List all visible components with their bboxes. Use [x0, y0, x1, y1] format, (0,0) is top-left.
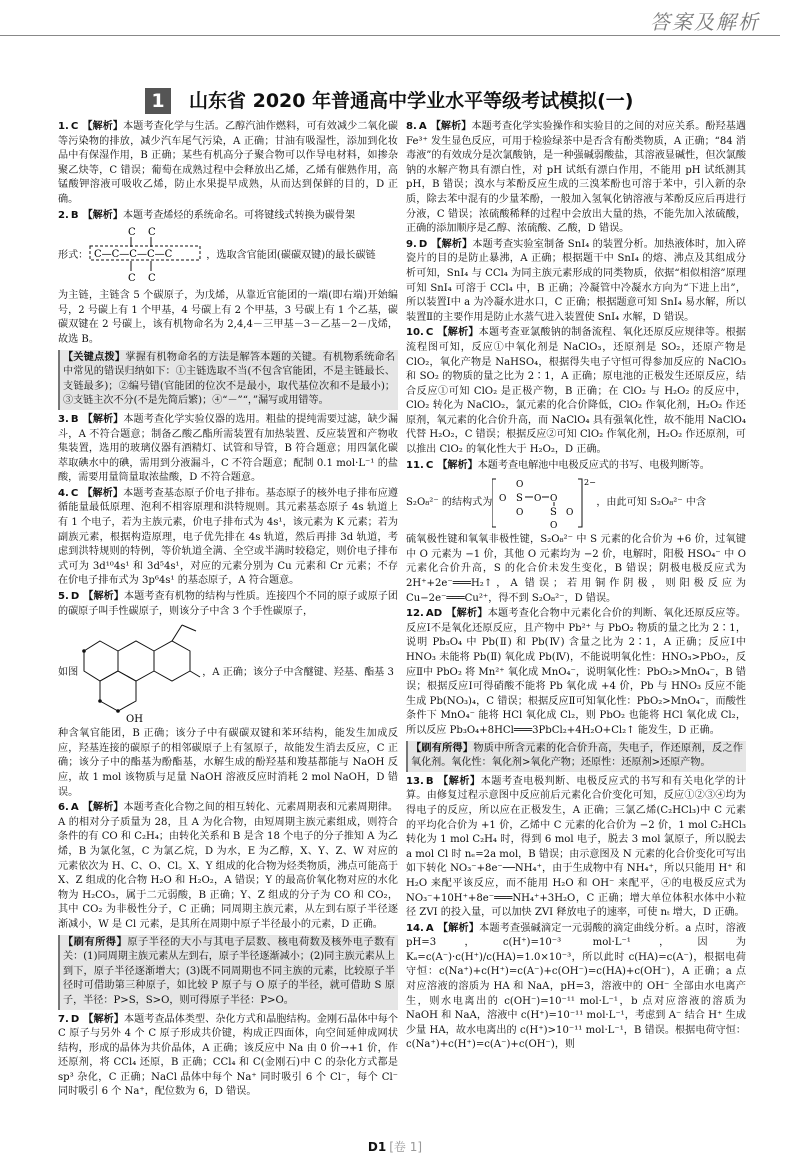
- analysis-tag: 【解析】: [82, 209, 123, 221]
- figure-caption-pre: 形式：: [58, 249, 89, 261]
- oxygen-atom: O: [566, 508, 574, 519]
- answer-key: D: [70, 1013, 80, 1025]
- bracket-right: [578, 479, 582, 527]
- carbonyl-bond: [190, 671, 200, 677]
- analysis-tag: 【解析】: [82, 413, 124, 425]
- analysis-tag: 【解析】: [83, 591, 124, 603]
- bracket-left: [492, 479, 496, 527]
- question-number: 10.: [406, 327, 424, 339]
- molecule-figure-row: [58, 621, 398, 725]
- oxygen-atom: O: [516, 480, 524, 491]
- analysis-tag: 【解析】: [82, 487, 124, 499]
- sulfur-atom: S: [516, 493, 524, 505]
- peroxodisulfate-structure-diagram: [492, 475, 596, 531]
- tip-box: [58, 935, 398, 1010]
- answer-entry-2-cont: [58, 289, 398, 347]
- answer-entry-6: [58, 801, 398, 932]
- answer-key: A: [425, 922, 434, 934]
- question-number: 6.: [58, 802, 69, 814]
- answer-entry-5-cont: [58, 727, 398, 800]
- question-number: 1.: [58, 121, 69, 132]
- answer-entry-10: [406, 326, 746, 457]
- analysis-text: 本题考查化学实验仪器的选用。粗盐的提纯需要过滤，缺少漏斗，A 不符合题意；制备乙酸乙酯所需装置有加热装置、反应装置和产物收集装置，选用的玻璃仪器有酒精灯、试管和导管，B 符合题意；用四氯化碳萃取碘水中的碘，需用到分液漏斗，C 不符合题意；配制 0.1 mol·L⁻¹ 的盐酸，需要用量筒量取浓盐酸，D 不符合题意。: [58, 413, 399, 484]
- answer-key: B: [425, 775, 434, 787]
- answer-entry-11: [406, 459, 746, 474]
- section-title-text: 山东省 2020 年普通高中学业水平等级考试模拟(一): [189, 90, 634, 112]
- analysis-text: 本题考查化合物中元素化合价的判断、氧化还原反应等。反应Ⅰ不是氧化还原反应，且产物中 Pb²⁺ 与 PbO₂ 物质的量之比为 2∶1，说明 Pb₃O₄ 中 Pb(Ⅱ) 和 Pb(Ⅳ) 含量之比为 2∶1，A 正确；反应Ⅰ中 HNO₃ 未能将 Pb(Ⅱ) 氧化成 Pb(Ⅳ)，不能说明氧化性：HNO₃>PbO₂，反应Ⅱ中 PbO₂ 将 Mn²⁺ 氧化成 MnO₄⁻，说明氧化性：PbO₂>MnO₄⁻，B 错误；根据反应Ⅰ可得硝酸不能将 Pb 氧化成 +4 价，Pb 与 HNO₃ 反应不能生成 Pb(NO₃)₄，C 错误；根据反应Ⅱ可知氧化性：PbO₂>MnO₄⁻，而酸性条件下 MnO₄⁻ 能将 HCl 氧化成 Cl₂，则 PbO₂ 也能将 HCl 氧化成 Cl₂，所以反应 Pb₃O₄+8HCl═══3PbCl₂+4H₂O+Cl₂↑ 能发生，D 正确。: [406, 608, 747, 736]
- hydroxyl-label: OH: [126, 714, 144, 726]
- answer-key: C: [425, 327, 434, 339]
- page-header: [0, 0, 790, 35]
- carbon-skeleton-figure-row: [58, 225, 398, 287]
- analysis-tag: 【解析】: [437, 327, 479, 339]
- answer-key: B: [70, 209, 79, 221]
- question-number: 5.: [58, 591, 69, 603]
- carbon-skeleton-diagram: [88, 225, 206, 287]
- question-number: 11.: [406, 459, 424, 471]
- left-column: [58, 120, 398, 1101]
- analysis-text: 本题考查化合物之间的相互转化、元素周期表和元素周期律。A 的相对分子质量为 28，且 A 为化合物，由短周期主族元素组成，则符合条件的有 CO 和 C₂H₄；由转化关系和 B 是含 18 个电子的分子推知 A 为乙烯，B 为氯化氢，C 为氯乙烷，D 为水，E 为乙醇，X、Y、Z、W 对应的元素依次为 H、C、O、Cl。X、Y 组成的化合物为烃类物质，沸点可能高于 X、Z 组成的化合物 H₂O 和 H₂O₂，A 错误；Y 的最高价氧化物对应的水化物为 H₂CO₃，属于二元弱酸，B 正确；Y、Z 组成的分子为 CO 和 CO₂，其中 CO₂ 为非极性分子，C 正确；同周期主族元素，从左到右原子半径逐渐减小，W 是 Cl 元素，是其所在周期中原子半径最小的元素，D 正确。: [58, 802, 398, 930]
- box-tag: 【关键点拨】: [63, 351, 126, 363]
- analysis-text: 本题考查有机物的结构与性质。连接四个不同的原子或原子团的碳原子叫手性碳原子，则该分子中含 3 个手性碳原子，: [58, 591, 399, 617]
- charge-label: 2−: [584, 478, 597, 488]
- right-column: [406, 120, 746, 1054]
- answer-key: A: [418, 121, 427, 132]
- analysis-text: 本题考查化学与生活。乙醇汽油作燃料，可有效减少二氧化碳等污染物的排放，减少汽车尾气污染，A 正确；甘油有吸湿性，添加到化妆品中有保湿作用，B 正确；某些有机高分子聚合物可以作导电材料，如掺杂聚乙炔等，C 错误；葡萄在成熟过程中会释放出乙烯，乙烯有催熟作用，高锰酸钾溶液可吸收乙烯，防止水果提早成熟，从而达到保鲜的目的，D 正确。: [58, 121, 399, 205]
- oxygen-atom: O: [516, 508, 524, 519]
- answer-key: C: [70, 487, 79, 499]
- analysis-tag: 【解析】: [437, 459, 478, 471]
- answer-entry-1: [58, 120, 398, 208]
- analysis-text: 本题考查亚氯酸钠的制备流程、氧化还原反应规律等。根据流程图可知，反应①中氧化剂是 NaClO₃，还原剂是 SO₂，还原产物是 ClO₂，氧化产物是 NaHSO₄，根据得失电子守恒可得参加反应的 NaClO₃ 和 SO₂ 的物质的量之比为 2∶1，A 正确；原电池的正极发生还原反应，结合反应①可知 ClO₂ 是正极产物，B 正确；在 ClO₂ 与 H₂O₂ 的反应中，ClO₂ 转化为 NaClO₂，氯元素的化合价降低，ClO₂ 作氧化剂，H₂O₂ 作还原剂，氧元素的化合价升高，而 NaClO₄ 具有强氧化性，故不能用 NaClO₄ 代替 H₂O₂，C 错误；根据反应②可知 ClO₂ 作氧化剂，H₂O₂ 作还原剂，可以推出 ClO₂ 的氧化性大于 H₂O₂，D 正确。: [406, 327, 747, 456]
- analysis-text: 种含氧官能团，B 正确；该分子中有碳碳双键和苯环结构，能发生加成反应，羟基连接的碳原子的相邻碳原子上有氢原子，故能发生消去反应，C 正确；该分子中的酯基为酚酯基，水解生成的酚羟基和羧基都能与 NaOH 反应，故 1 mol 该物质与足量 NaOH 溶液反应时消耗 2 mol NaOH，D 错误。: [58, 728, 398, 798]
- question-number: 7.: [58, 1013, 69, 1025]
- answer-entry-2: [58, 209, 398, 224]
- analysis-tag: 【解析】: [446, 608, 488, 620]
- oxygen-atom: O: [550, 494, 558, 505]
- chiral-marker: [98, 699, 102, 703]
- figure-caption-post: ，选取含官能团(碳碳双键)的最长碳链: [206, 249, 376, 261]
- figure-caption-pre: S₂O₈²⁻ 的结构式为: [406, 496, 493, 508]
- oxygen-atom: O: [534, 494, 542, 505]
- answer-key: D: [70, 591, 80, 603]
- tip-box: [406, 741, 746, 772]
- skeleton-main-chain: C—C—C—C—C: [94, 249, 173, 261]
- answer-entry-3: [58, 413, 398, 486]
- analysis-text: 本题考查电极判断、电极反应式的书写和有关电化学的计算。由修复过程示意图中反应前后元素化合价变化可知，反应①②③④均为得电子的反应，所以应在正极发生，A 正确；三氯乙烯(C₂HCl₃)中 C 元素的平均化合价为 +1 价，乙烯中 C 元素的化合价为 −2 价，1 mol C₂HCl₃ 转化为 1 mol C₂H₄ 时，得到 6 mol 电子，脱去 3 mol 氯原子，所以脱去 a mol Cl 时 nₑ=2a mol，B 错误；由示意图及 N 元素的化合价变化可写出如下转化 NO₃⁻+8e⁻──NH₄⁺，由于生成物中有 NH₄⁺，所以只能用 H⁺ 和 H₂O 来配平该反应，而不能用 H₂O 和 OH⁻ 来配平，④的电极反应式为 NO₃⁻+10H⁺+8e⁻═══NH₄⁺+3H₂O，C 正确；增大单位体积水体中小粒径 ZVI 的投入量，可以加快 ZVI 释放电子的速率，可使 nₜ 增大，D 正确。: [406, 775, 747, 919]
- box-text: 物质中所含元素的化合价升高，失电子，作还原剂，反之作氧化剂。氧化性：氧化剂>氧化产物；还原性：还原剂>还原产物。: [411, 742, 744, 769]
- chiral-marker: [116, 709, 120, 713]
- analysis-tag: 【解析】: [431, 238, 473, 250]
- answer-entry-8: [406, 120, 746, 237]
- box-tag: 【刷有所得】: [63, 936, 128, 948]
- page-number: D1: [367, 1140, 387, 1154]
- chiral-marker: [82, 649, 86, 653]
- analysis-text: 硫氧极性键和氧氧非极性键，S₂O₈²⁻ 中 S 元素的化合价为 +6 价，过氧键中 O 元素为 −1 价，其他 O 元素均为 −2 价，电解时，阳极 HSO₄⁻ 中 O 元素化合价升高，S 的化合价未发生变化，B 错误；阴极电极反应式为 2H⁺+2e⁻═══H₂↑，A 错误；若用铜作阴极，则阳极反应为 Cu−2e⁻═══Cu²⁺，得不到 S₂O₈²⁻，D 错误。: [406, 534, 746, 604]
- skeleton-bottom-label: C: [148, 273, 156, 285]
- propyl-chain: [172, 625, 182, 641]
- skeleton-bottom-label: C: [128, 273, 136, 285]
- analysis-tag: 【解析】: [82, 802, 124, 814]
- box-text: 掌握有机物命名的方法是解答本题的关键。有机物系统命名中常见的错误归纳如下：①主链选取不当(不包含官能团，不是主链最长、支链最多)；②编号错(官能团的位次不是最小，取代基位次和不是最小)；③支链主次不分(不是先简后繁)；④“－”“，”漏写或用错等。: [63, 351, 396, 407]
- figure-caption-post: ，由此可知 S₂O₈²⁻ 中含: [596, 496, 707, 508]
- molecule-structure-diagram: [78, 621, 202, 725]
- section-title: [145, 88, 745, 114]
- section-number-badge: 1: [145, 88, 171, 114]
- answer-entry-9: [406, 238, 746, 326]
- analysis-tag: 【解析】: [83, 1013, 124, 1025]
- question-number: 8.: [406, 121, 417, 132]
- analysis-tag: 【解析】: [437, 922, 480, 934]
- box-tag: 【刷有所得】: [411, 742, 474, 754]
- dihydropyran-ring: [100, 671, 136, 711]
- question-number: 4.: [58, 487, 69, 499]
- answer-entry-7: [58, 1013, 398, 1101]
- pyran-ring: [84, 641, 118, 681]
- answer-entry-12: [406, 607, 746, 738]
- figure-caption-pre: 如图: [58, 666, 79, 678]
- question-number: 14.: [406, 922, 424, 934]
- analysis-text: 本题考查基态原子价电子排布。基态原子的核外电子排布应遵循能量最低原理、泡利不相容原理和洪特规则。其元素基态原子 4s 轨道上有 1 个电子，若为主族元素，价电子排布式为 4s¹，该元素为 K 元素；若为副族元素，根据构造原理，电子优先排在 4s 轨道，然后再排 3d 轨道，考虑到洪特规则的特例，等价轨道全满、全空或半满时较稳定，则价电子排布式可为 3d¹⁰4s¹ 和 3d⁵4s¹，对应的元素分别为 Cu 元素和 Cr 元素；不存在价电子排布式为 3p⁶4s¹ 的基态原子，A 符合题意。: [58, 487, 399, 587]
- propyl-chain: [182, 625, 196, 631]
- analysis-text: 本题考查电解池中电极反应式的书写、电极判断等。: [477, 459, 710, 471]
- oxygen-atom: O: [499, 494, 507, 505]
- answer-key: C: [70, 121, 79, 132]
- analysis-text: 本题考查化学实验操作和实验目的之间的对应关系。酚羟基遇 Fe³⁺ 发生显色反应，可用于检验绿茶中是否含有酚类物质，A 正确；“84 消毒液”的有效成分是次氯酸钠，是一种强碱弱酸盐，其溶液显碱性，但次氯酸钠的水解产物具有漂白性，对 pH 试纸有漂白作用，不能用 pH 试纸测其 pH，B 错误；溴水与苯酚反应生成的三溴苯酚也可溶于苯中，引入新的杂质，除去苯中混有的少量苯酚，一般加入氢氧化钠溶液与苯酚反应后再进行分液，C 错误；浓硫酸稀释的过程中会放出大量的热，不能先加入浓硫酸，正确的添加顺序是乙醇、浓硫酸、乙酸，D 错误。: [406, 121, 746, 235]
- analysis-tag: 【解析】: [437, 775, 481, 787]
- question-number: 12.: [406, 608, 424, 620]
- answer-entry-4: [58, 487, 398, 589]
- sulfur-atom: S: [550, 507, 558, 519]
- box-text: 原子半径的大小与其电子层数、核电荷数及核外电子数有关：(1)同周期主族元素从左到右，原子半径逐渐减小；(2)同主族元素从上到下，原子半径逐渐增大；(3)既不同周期也不同主族的元素，比较原子半径时可借助第三种原子，如比较 P 原子与 O 原子的半径，就可借助 S 原子，半径：P>S，S>O，则可得原子半径：P>O。: [63, 936, 396, 1006]
- analysis-text: 为主链，主链含 5 个碳原子，为戊烯，从靠近官能团的一端(即右端)开始编号，2 号碳上有 1 个甲基，4 号碳上有 2 个甲基，3 号碳上有 1 个乙基，碳碳双键在 2 号碳上，该有机物命名为 2,4,4－三甲基－3－乙基－2－戊烯，故选 B。: [58, 290, 398, 345]
- answer-key: C: [425, 459, 434, 471]
- skeleton-top-label: C: [148, 227, 156, 239]
- page-footer: [0, 1138, 790, 1155]
- answer-entry-13: [406, 775, 746, 921]
- skeleton-top-label: C: [128, 227, 136, 239]
- answer-key: D: [418, 238, 428, 250]
- answer-key: A: [70, 802, 79, 814]
- figure-caption-post: ，A 正确；该分子中含醚键、羟基、酯基 3: [202, 666, 394, 678]
- lactone-ring: [154, 641, 190, 681]
- benzene-ring: [118, 641, 154, 681]
- key-point-box: [58, 350, 398, 410]
- header-divider: [0, 35, 780, 36]
- analysis-text: 本题考查烯烃的系统命名。可将键线式转换为碳骨架: [122, 209, 356, 221]
- question-number: 13.: [406, 775, 424, 787]
- oxygen-atom: O: [550, 521, 558, 532]
- analysis-text: 本题考查晶体类型、杂化方式和晶胞结构。金刚石晶体中每个 C 原子与另外 4 个 C 原子形成共价键，构成正四面体，向空间延伸成网状结构，形成的晶体为共价晶体，A 正确；该反应中 Na 由 0 价→+1 价，作还原剂，将 CCl₄ 还原，B 正确；CCl₄ 和 C(金刚石)中 C 的杂化方式都是 sp³ 杂化，C 正确；NaCl 晶体中每个 Na⁺ 同时吸引 6 个 Cl⁻，每个 Cl⁻ 同时吸引 6 个 Na⁺，配位数为 6，D 错误。: [58, 1013, 399, 1098]
- answer-entry-14: [406, 922, 746, 1053]
- answer-entry-5: [58, 590, 398, 619]
- analysis-tag: 【解析】: [82, 121, 124, 132]
- analysis-text: 本题考查强碱滴定一元弱酸的滴定曲线分析。a 点时，溶液 pH=3，c(H⁺)=10⁻³ mol·L⁻¹，因为 Kₐ=c(A⁻)·c(H⁺)/c(HA)=1.0×10⁻³，所以此时 c(HA)=c(A⁻)，根据电荷守恒：c(Na⁺)+c(H⁺)=c(A⁻)+c(OH⁻)=c(HA)+c(OH⁻)，A 正确；a 点对应溶液的溶质为 HA 和 NaA，pH=3，溶液中的 OH⁻ 全部由水电离产生，则水电离出的 c(OH⁻)=10⁻¹¹ mol·L⁻¹，b 点对应溶液的溶质为 NaOH 和 NaA，溶液中 c(H⁺)=10⁻¹¹ mol·L⁻¹，考虑到 A⁻ 结合 H⁺ 生成少量 HA，故水电离出的 c(H⁺)>10⁻¹¹ mol·L⁻¹，B 错误。根据电荷守恒：c(Na⁺)+c(H⁺)=c(A⁻)+c(OH⁻)，则: [406, 922, 746, 1051]
- answer-entry-11-cont: [406, 533, 746, 606]
- answer-key: B: [70, 413, 79, 425]
- analysis-text: 本题考查实验室制备 SnI₄ 的装置分析。加热液体时，加入碎瓷片的目的是防止暴沸，A 正确；根据题干中 SnI₄ 的熔、沸点及其组成分析可知，SnI₄ 与 CCl₄ 为同主族元素形成的同类物质，依据“相似相溶”原理可知 SnI₄ 可溶于 CCl₄ 中，B 正确；冷凝管中冷凝水方向为“下进上出”，所以装置Ⅰ中 a 为冷凝水进水口，C 正确；根据题意可知 SnI₄ 易水解，所以装置Ⅱ的主要作用是防止水蒸气进入装置使 SnI₄ 水解，D 错误。: [406, 238, 747, 323]
- question-number: 3.: [58, 413, 69, 425]
- question-number: 9.: [406, 238, 417, 250]
- volume-label: [卷 1]: [389, 1140, 423, 1154]
- peroxodisulfate-figure-row: [406, 475, 746, 531]
- analysis-tag: 【解析】: [430, 121, 472, 132]
- header-tag: 答案及解析: [650, 10, 760, 34]
- question-number: 2.: [58, 209, 69, 221]
- answer-key: AD: [425, 608, 443, 620]
